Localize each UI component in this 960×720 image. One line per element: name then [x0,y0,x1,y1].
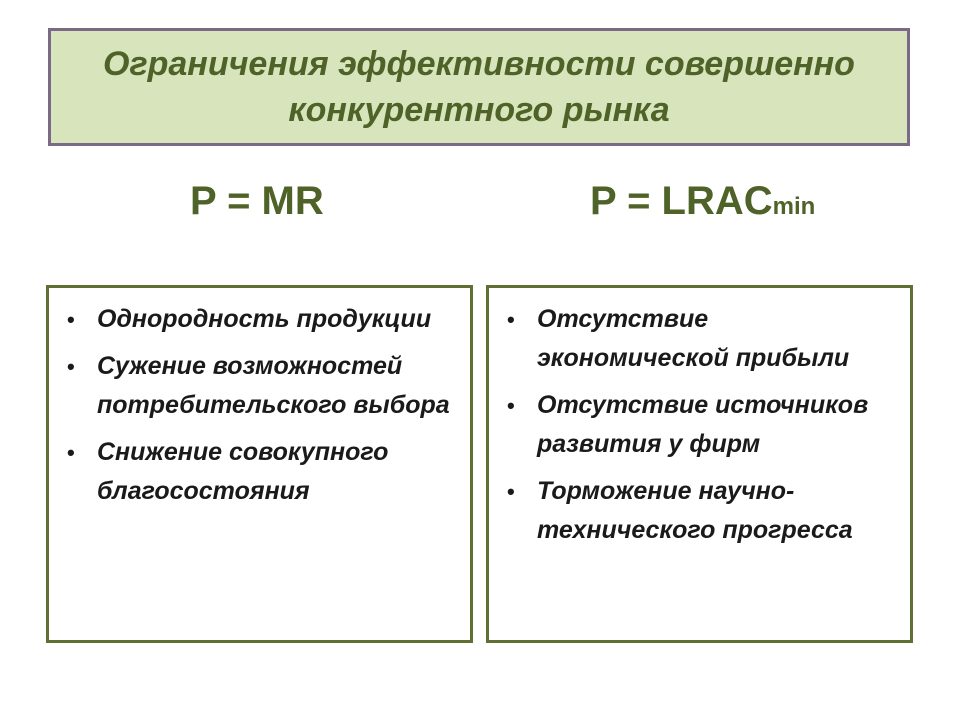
list-item [63,300,460,339]
formula-right-main: P = LRAC [590,179,773,223]
list-item-text: Однородность продукции [97,305,432,333]
right-bullet-list [489,288,910,550]
list-item [63,433,460,511]
formula-right [590,176,815,232]
list-item-text: Снижение совокупного благосостояния [97,438,389,505]
bullet-icon: • [507,393,515,418]
bullet-icon: • [507,307,515,332]
slide-title: Ограничения эффективности совершенно конкурентного рынка [103,45,855,129]
list-item [503,386,900,464]
list-item [63,347,460,425]
list-item [503,300,900,378]
left-bullet-list [49,288,470,511]
list-item-text: Отсутствие экономической прибыли [537,305,850,372]
bullet-icon: • [507,479,515,504]
title-box [48,28,910,146]
formula-right-subscript: min [772,193,816,220]
bullet-icon: • [67,354,75,379]
bullet-icon: • [67,440,75,465]
bullet-icon: • [67,307,75,332]
list-item-text: Отсутствие источников развития у фирм [537,391,869,458]
list-item-text: Сужение возможностей потребительского выбора [97,352,450,419]
list-item [503,472,900,550]
formula-left: P = MR [190,179,324,223]
left-panel [46,285,473,643]
list-item-text: Торможение научно-технического прогресса [537,477,853,544]
right-panel [486,285,913,643]
